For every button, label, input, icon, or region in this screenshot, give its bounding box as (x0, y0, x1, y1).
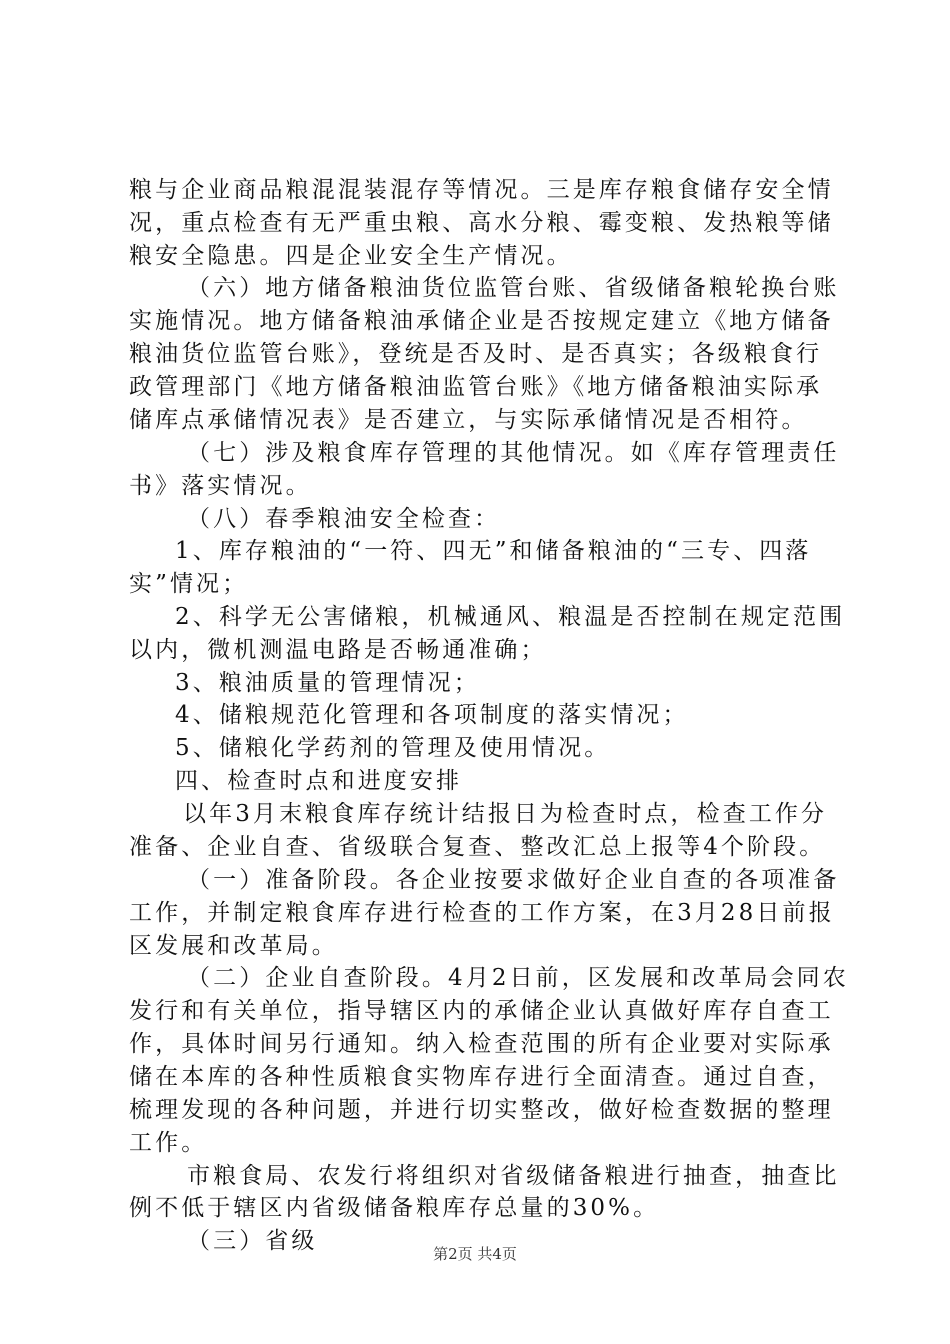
text-line: 准备、企业自查、省级联合复查、整改汇总上报等4个阶段。 (129, 834, 826, 860)
text-line: 以内，微机测温电路是否畅通准确； (129, 637, 547, 663)
text-line: （七）涉及粮食库存管理的其他情况。如《库存管理责任 (187, 440, 840, 466)
text-line: 2、科学无公害储粮，机械通风、粮温是否控制在规定范围 (175, 604, 846, 630)
text-line: 政管理部门《地方储备粮油监管台账》《地方储备粮油实际承 (129, 374, 823, 400)
text-line: （二）企业自查阶段。4月2日前，区发展和改革局会同农 (187, 965, 849, 991)
text-line: 作，具体时间另行通知。纳入检查范围的所有企业要对实际承 (129, 1031, 834, 1057)
text-line: 储在本库的各种性质粮食实物库存进行全面清查。通过自查， (129, 1064, 834, 1090)
text-line: 粮安全隐患。四是企业安全生产情况。 (129, 243, 573, 269)
text-line: 1、库存粮油的“一符、四无”和储备粮油的“三专、四落 (175, 538, 812, 564)
text-line: 书》落实情况。 (129, 473, 312, 499)
text-line: 3、粮油质量的管理情况； (175, 670, 480, 696)
page-number-footer: 第2页 共4页 (433, 1245, 517, 1263)
text-line: 梳理发现的各种问题，并进行切实整改，做好检查数据的整理 (129, 1097, 834, 1123)
section-heading: 四、检查时点和进度安排 (175, 768, 463, 794)
text-line: 况，重点检查有无严重虫粮、高水分粮、霉变粮、发热粮等储 (129, 210, 834, 236)
text-line: 以年3月末粮食库存统计结报日为检查时点，检查工作分 (183, 801, 828, 827)
text-line: 4、储粮规范化管理和各项制度的落实情况； (175, 702, 689, 728)
text-line: （一）准备阶段。各企业按要求做好企业自查的各项准备 (187, 867, 840, 893)
text-line: 5、储粮化学药剂的管理及使用情况。 (175, 735, 611, 761)
text-line: 工作。 (129, 1130, 208, 1156)
text-line: 例不低于辖区内省级储备粮库存总量的30%。 (129, 1195, 660, 1221)
text-line: 区发展和改革局。 (129, 933, 338, 959)
text-line: 粮油货位监管台账》，登统是否及时、是否真实；各级粮食行 (129, 341, 823, 367)
text-line: 市粮食局、农发行将组织对省级储备粮进行抽查，抽查比 (187, 1163, 840, 1189)
text-line: 工作，并制定粮食库存进行检查的工作方案，在3月28日前报 (129, 900, 835, 926)
text-line: 发行和有关单位，指导辖区内的承储企业认真做好库存自查工 (129, 998, 834, 1024)
text-line: 实施情况。地方储备粮油承储企业是否按规定建立《地方储备 (129, 308, 834, 334)
text-line: （六）地方储备粮油货位监管台账、省级储备粮轮换台账 (187, 275, 840, 301)
text-line: （三）省级 (187, 1228, 318, 1254)
text-line: 粮与企业商品粮混混装混存等情况。三是库存粮食储存安全情 (129, 177, 834, 203)
text-line: （八）春季粮油安全检查： (187, 506, 501, 532)
text-line: 储库点承储情况表》是否建立，与实际承储情况是否相符。 (129, 407, 808, 433)
text-line: 实”情况； (129, 571, 249, 597)
